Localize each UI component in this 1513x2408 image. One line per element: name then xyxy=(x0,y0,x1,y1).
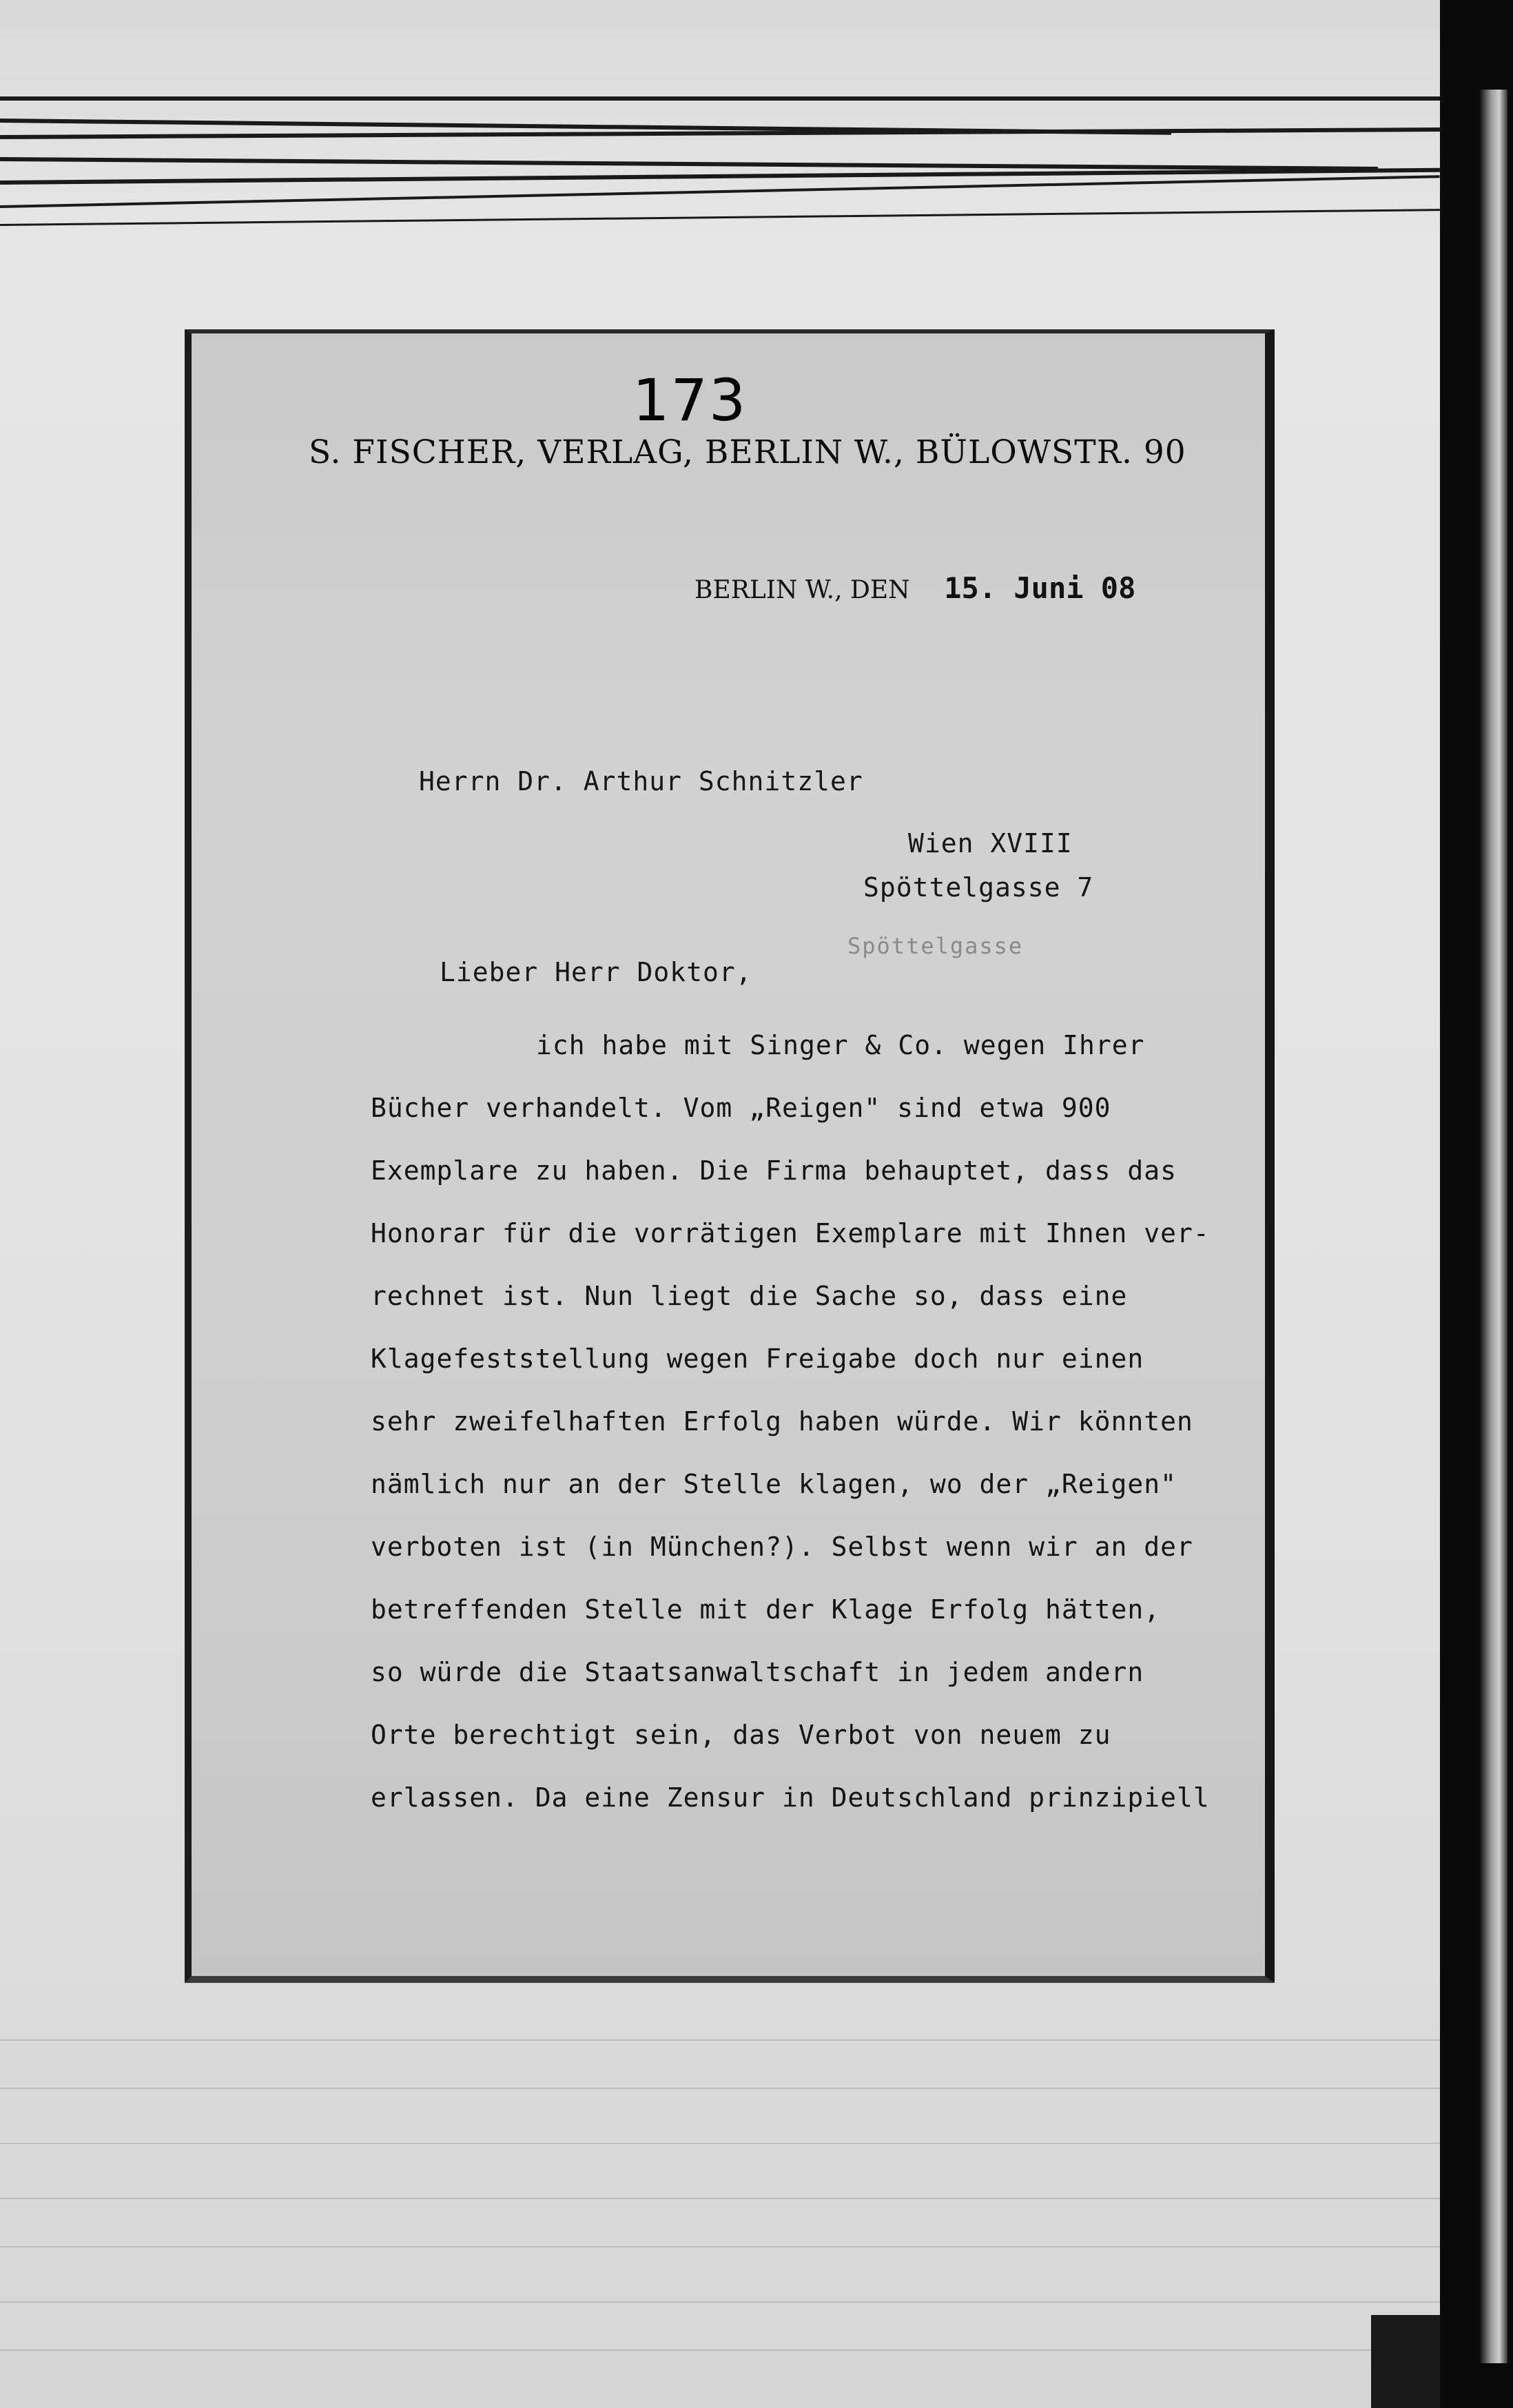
body-line: Exemplare zu haben. Die Firma behauptet, dass das xyxy=(371,1155,1177,1186)
body-line: nämlich nur an der Stelle klagen, wo der „Reigen" xyxy=(371,1469,1177,1499)
body-line: betreffenden Stelle mit der Klage Erfolg hätten, xyxy=(371,1594,1161,1625)
letter-page xyxy=(185,329,1275,1983)
body-line: so würde die Staatsanwaltschaft in jedem andern xyxy=(371,1657,1144,1687)
date-label: BERLIN W., DEN xyxy=(694,576,910,604)
page-edge-line xyxy=(0,2143,1440,2144)
page-edge-line xyxy=(0,2088,1440,2089)
body-line: erlassen. Da eine Zensur in Deutschland prinzipiell xyxy=(371,1782,1210,1813)
address-city: Wien XVIII xyxy=(908,828,1073,858)
dateline xyxy=(694,571,1135,605)
faint-archive-stamp: Spöttelgasse xyxy=(847,933,1024,959)
body-line: Honorar für die vorrätigen Exemplare mit Ihnen ver- xyxy=(371,1218,1210,1248)
body-line: sehr zweifelhaften Erfolg haben würde. Wir könnten xyxy=(371,1406,1193,1437)
addressee-name: Herrn Dr. Arthur Schnitzler xyxy=(419,766,863,796)
paper-strip-edge xyxy=(0,157,1378,171)
date-value: 15. Juni 08 xyxy=(944,571,1136,605)
body-line: Bücher verhandelt. Vom „Reigen" sind etwa 900 xyxy=(371,1093,1111,1123)
body-line: rechnet ist. Nun liegt die Sache so, dass eine xyxy=(371,1281,1128,1311)
salutation: Lieber Herr Doktor, xyxy=(440,957,752,987)
paper-strip-edge xyxy=(0,209,1440,226)
body-line: Klagefeststellung wegen Freigabe doch nur einen xyxy=(371,1344,1144,1374)
page-edge-line xyxy=(0,2198,1440,2199)
body-line: Orte berechtigt sein, das Verbot von neuem zu xyxy=(371,1720,1111,1750)
scan-corner-shadow xyxy=(1371,2315,1440,2408)
address-street: Spöttelgasse 7 xyxy=(863,872,1094,903)
page-edge-line xyxy=(0,2246,1440,2247)
folio-number: 173 xyxy=(632,367,748,434)
page-edge-line xyxy=(0,2039,1440,2041)
body-line: ich habe mit Singer & Co. wegen Ihrer xyxy=(536,1030,1145,1060)
letter-body xyxy=(371,1028,1266,1843)
publisher-letterhead: S. FISCHER, VERLAG, BERLIN W., BÜLOWSTR. 90 xyxy=(309,433,1186,471)
page-edge-line xyxy=(0,2349,1440,2351)
body-line: verboten ist (in München?). Selbst wenn wir an der xyxy=(371,1532,1193,1562)
bottom-page-edges xyxy=(0,2012,1440,2398)
page-edge-line xyxy=(0,2301,1440,2303)
paper-strip-edge xyxy=(0,96,1440,101)
adjacent-page-sliver xyxy=(1480,90,1507,2363)
top-paper-strips xyxy=(0,0,1440,234)
